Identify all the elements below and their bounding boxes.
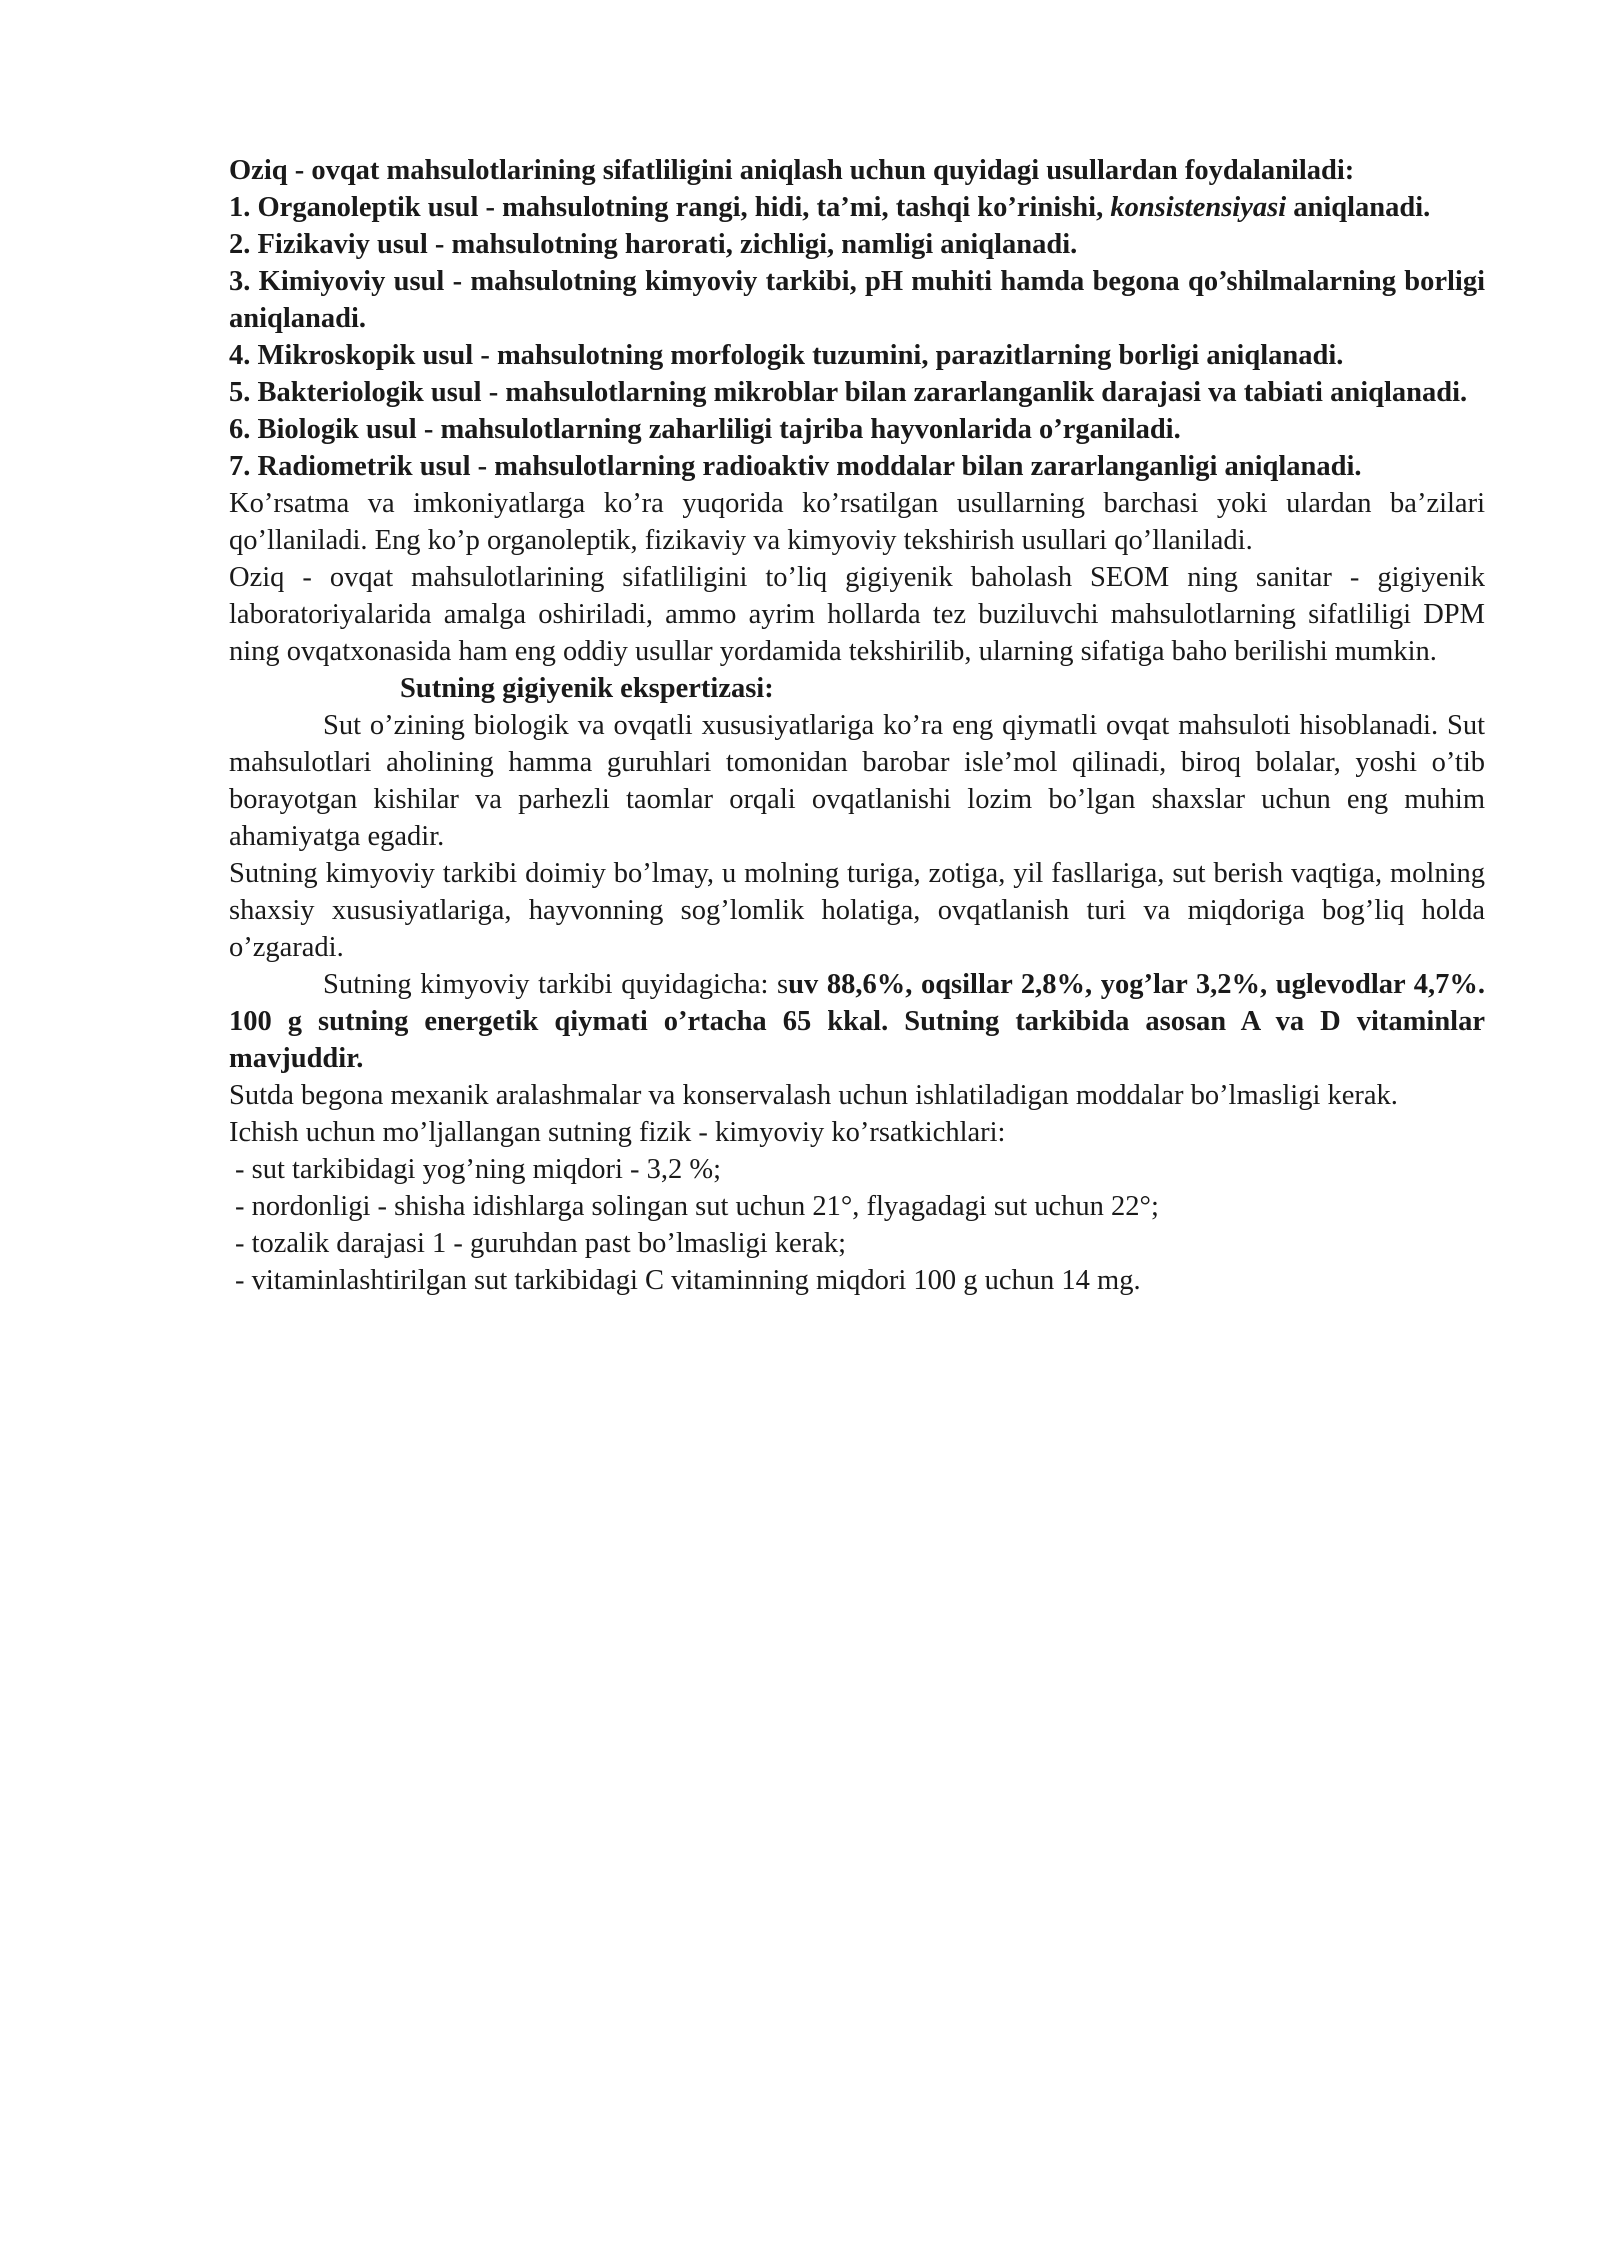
method-radiometric: 7. Radiometrik usul - mahsulotlarning radioaktiv moddalar bilan zararlanganligi aniqlanadi. [229, 451, 1362, 482]
document-page [229, 152, 1485, 1299]
list-item: - sut tarkibidagi yog’ning miqdori - 3,2 %; [235, 1154, 722, 1185]
methods-intro: Oziq - ovqat mahsulotlarining sifatliligini aniqlash uchun quyidagi usullardan foydalaniladi: [229, 155, 1355, 186]
list-item: - vitaminlashtirilgan sut tarkibidagi C vitaminning miqdori 100 g uchun 14 mg. [235, 1265, 1141, 1296]
milk-paragraph-4: Sutda begona mexanik aralashmalar va konservalash uchun ishlatiladigan moddalar bo’lmasligi kerak. [229, 1080, 1398, 1111]
milk-paragraph-5: Ichish uchun mo’ljallangan sutning fizik - kimyoviy ko’rsatkichlari: [229, 1117, 1006, 1148]
method-bacteriological: 5. Bakteriologik usul - mahsulotlarning mikroblar bilan zararlanganlik darajasi va tabiati aniqlanadi. [229, 377, 1468, 408]
method-chemical: 3. Kimiyoviy usul - mahsulotning kimyoviy tarkibi, pH muhiti hamda begona qo’shilmalarning borligi aniqlanadi. [229, 266, 1485, 334]
method-biological: 6. Biologik usul - mahsulotlarning zaharliligi tajriba hayvonlarida o’rganiladi. [229, 414, 1181, 445]
method-physical: 2. Fizikaviy usul - mahsulotning harorati, zichligi, namligi aniqlanadi. [229, 229, 1078, 260]
method-organoleptic-end: aniqlanadi. [1286, 192, 1431, 223]
milk-heading: Sutning gigiyenik ekspertizasi: [400, 673, 774, 704]
method-microscopic: 4. Mikroskopik usul - mahsulotning morfologik tuzumini, parazitlarning borligi aniqlanadi. [229, 340, 1344, 371]
paragraph-usage: Ko’rsatma va imkoniyatlarga ko’ra yuqorida ko’rsatilgan usullarning barchasi yoki ulardan ba’zilari qo’llaniladi. Eng ko’p organoleptik, fizikaviy va kimyoviy tekshirish usullari qo’llaniladi. [229, 488, 1485, 556]
paragraph-seom: Oziq - ovqat mahsulotlarining sifatliligini to’liq gigiyenik baholash SEOM ning sanitar - gigiyenik laboratoriyalarida amalga oshiriladi, ammo ayrim hollarda tez buziluvchi mahsulotlarning sifatliligi DPM ning ovqatxonasida ham eng oddiy usullar yordamida tekshirilib, ularning sifatiga baho berilishi mumkin. [229, 562, 1485, 667]
milk-composition-bold: uv 88,6%, oqsillar 2,8%, yog’lar 3,2%, uglevodlar 4,7%. 100 g sutning energetik qiymati o’rtacha 65 kkal. Sutning tarkibida asosan A va D vitaminlar mavjuddir. [229, 969, 1485, 1074]
list-item: - nordonligi - shisha idishlarga solingan sut uchun 21°, flyagadagi sut uchun 22°; [235, 1191, 1159, 1222]
milk-paragraph-1: Sut o’zining biologik va ovqatli xususiyatlariga ko’ra eng qiymatli ovqat mahsuloti hisoblanadi. Sut mahsulotlari aholining hamma guruhlari tomonidan barobar isle’mol qilinadi, biroq bolalar, yoshi o’tib borayotgan kishilar va parhezli taomlar orqali ovqatlanishi lozim bo’lgan shaxslar uchun eng muhim ahamiyatga egadir. [229, 710, 1485, 852]
milk-paragraph-2: Sutning kimyoviy tarkibi doimiy bo’lmay, u molning turiga, zotiga, yil fasllariga, sut berish vaqtiga, molning shaxsiy xususiyatlariga, hayvonning sog’lomlik holatiga, ovqatlanish turi va miqdoriga bog’liq holda o’zgaradi. [229, 858, 1485, 963]
method-organoleptic-italic: konsistensiyasi [1110, 192, 1287, 223]
milk-composition-text: Sutning kimyoviy tarkibi quyidagicha: s [323, 969, 789, 1000]
method-organoleptic-text: 1. Organoleptik usul - mahsulotning rangi, hidi, ta’mi, tashqi ko’rinishi, [229, 192, 1111, 223]
list-item: - tozalik darajasi 1 - guruhdan past bo’lmasligi kerak; [235, 1228, 846, 1259]
milk-composition [229, 966, 1485, 1077]
method-organoleptic [229, 189, 1485, 226]
